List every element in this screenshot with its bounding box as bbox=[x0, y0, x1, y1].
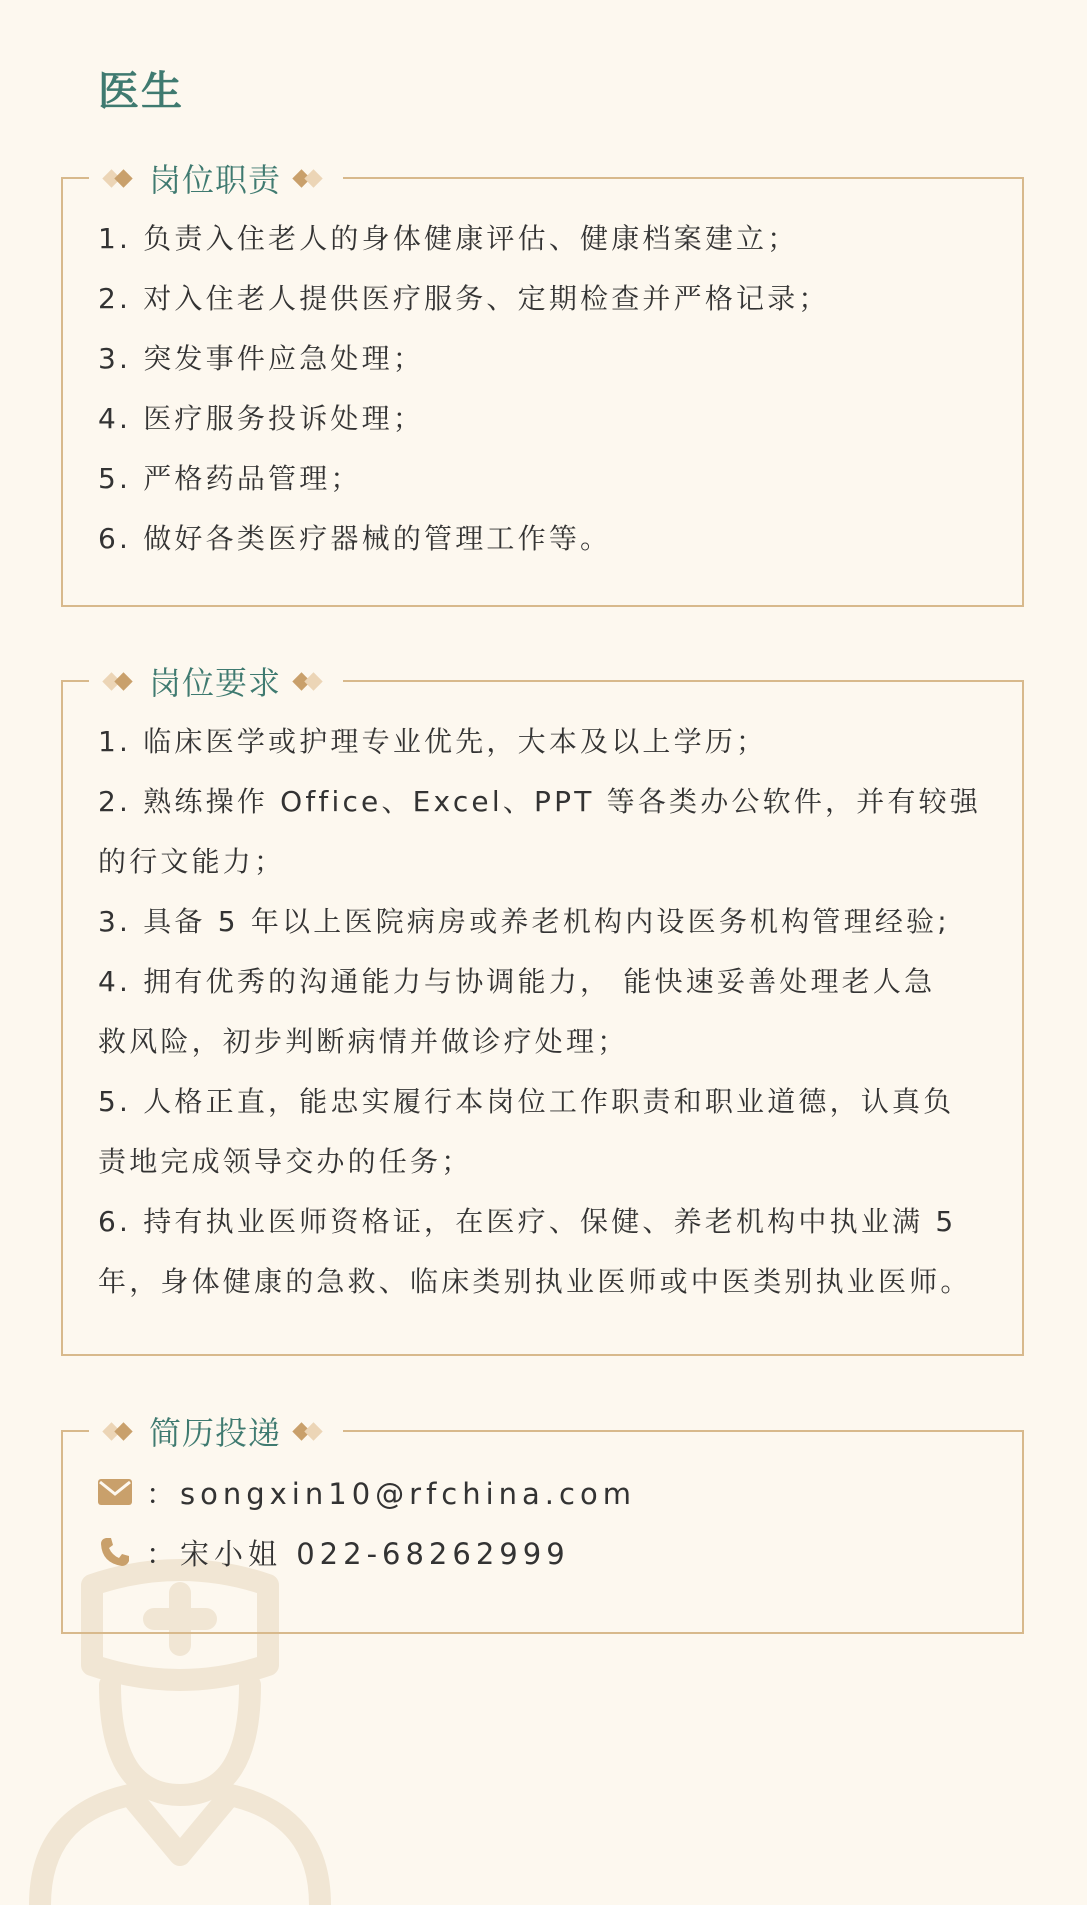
requirements-list bbox=[98, 712, 1002, 1312]
email-address[interactable]: ：songxin10@rfchina.com bbox=[146, 1476, 636, 1511]
list-item: 救风险，初步判断病情并做诊疗处理； bbox=[98, 1025, 629, 1058]
resume-section-header bbox=[89, 1410, 343, 1452]
resume-section-title: 简历投递 bbox=[149, 1414, 282, 1452]
list-item: 2. 对入住老人提供医疗服务、定期检查并严格记录； bbox=[98, 282, 830, 315]
requirements-section-header bbox=[89, 660, 343, 702]
diamond-ornament-icon bbox=[103, 168, 137, 188]
email-row bbox=[98, 1462, 1002, 1522]
duties-section-header bbox=[89, 157, 343, 199]
duties-section bbox=[61, 161, 1024, 607]
list-item: 6. 做好各类医疗器械的管理工作等。 bbox=[98, 522, 612, 555]
contact-list bbox=[98, 1462, 1002, 1582]
list-item: 1. 负责入住老人的身体健康评估、健康档案建立； bbox=[98, 222, 799, 255]
diamond-ornament-icon bbox=[293, 1421, 327, 1441]
list-item: 4. 拥有优秀的沟通能力与协调能力， 能快速妥善处理老人急 bbox=[98, 965, 936, 998]
list-item: 1. 临床医学或护理专业优先，大本及以上学历； bbox=[98, 725, 768, 758]
diamond-ornament-icon bbox=[103, 1421, 137, 1441]
list-item: 的行文能力； bbox=[98, 845, 286, 878]
diamond-ornament-icon bbox=[293, 168, 327, 188]
list-item: 3. 具备 5 年以上医院病房或养老机构内设医务机构管理经验; bbox=[98, 905, 950, 938]
duties-list bbox=[98, 209, 1002, 569]
diamond-ornament-icon bbox=[103, 671, 137, 691]
diamond-ornament-icon bbox=[293, 671, 327, 691]
mail-icon bbox=[98, 1475, 132, 1509]
resume-section bbox=[61, 1414, 1024, 1634]
phone-row bbox=[98, 1522, 1002, 1582]
list-item: 6. 持有执业医师资格证，在医疗、保健、养老机构中执业满 5 bbox=[98, 1205, 957, 1238]
phone-number[interactable]: ：宋小姐 022-68262999 bbox=[146, 1536, 570, 1571]
list-item: 3. 突发事件应急处理； bbox=[98, 342, 425, 375]
list-item: 2. 熟练操作 Office、Excel、PPT 等各类办公软件，并有较强 bbox=[98, 785, 982, 818]
list-item: 责地完成领导交办的任务； bbox=[98, 1145, 473, 1178]
list-item: 5. 人格正直，能忠实履行本岗位工作职责和职业道德，认真负 bbox=[98, 1085, 955, 1118]
duties-section-title: 岗位职责 bbox=[149, 161, 282, 199]
page-title: 医生 bbox=[98, 67, 184, 115]
requirements-section bbox=[61, 664, 1024, 1356]
requirements-section-title: 岗位要求 bbox=[149, 664, 282, 702]
list-item: 5. 严格药品管理； bbox=[98, 462, 362, 495]
list-item: 年，身体健康的急救、临床类别执业医师或中医类别执业医师。 bbox=[98, 1265, 972, 1298]
list-item: 4. 医疗服务投诉处理； bbox=[98, 402, 425, 435]
phone-icon bbox=[98, 1535, 132, 1569]
